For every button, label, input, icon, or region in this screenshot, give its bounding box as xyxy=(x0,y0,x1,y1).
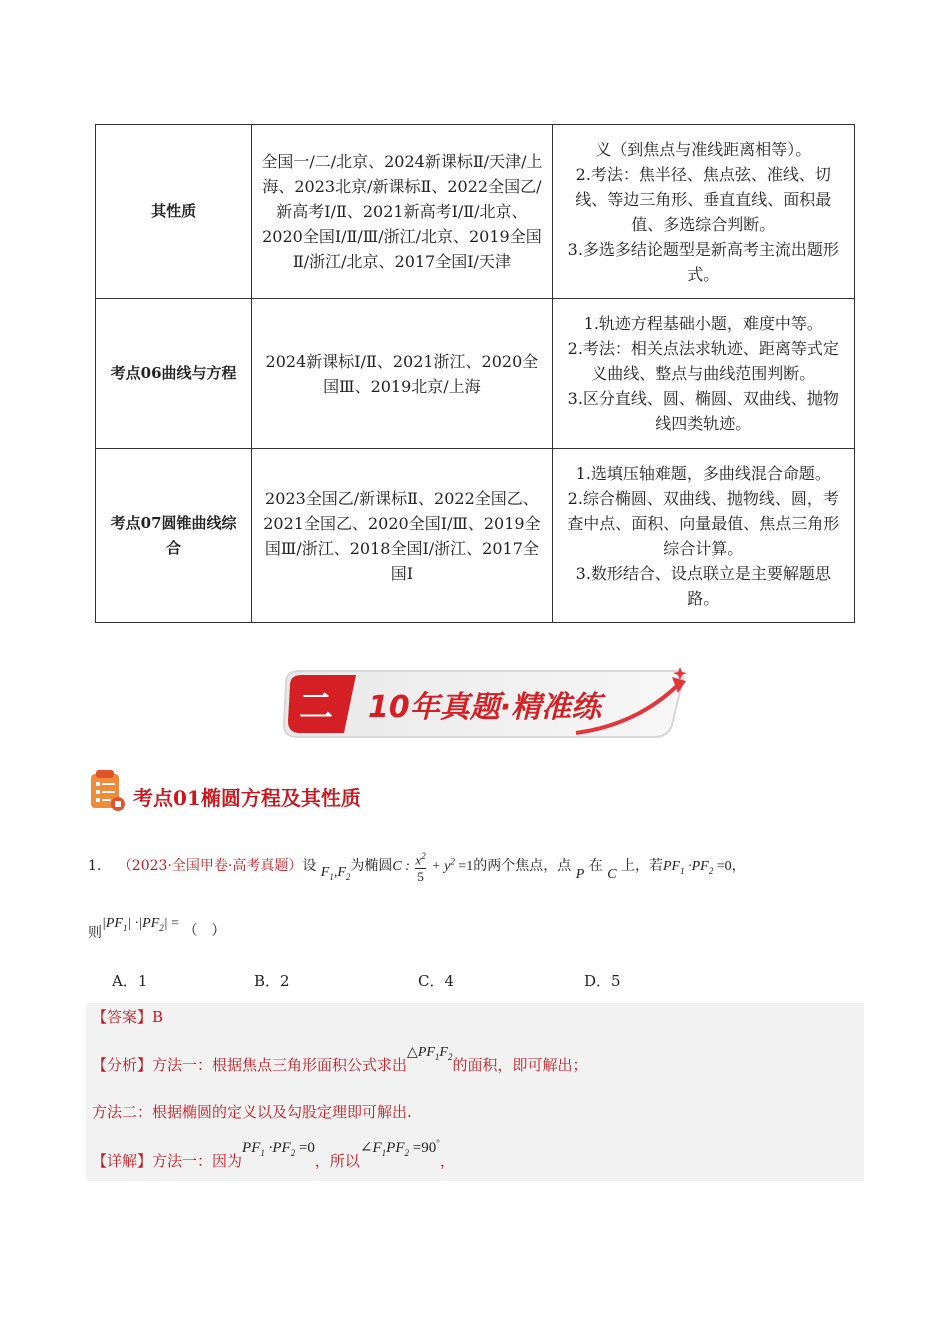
table-row xyxy=(96,299,855,449)
detail-label: 【详解】 xyxy=(92,1152,153,1170)
exam-topic-table xyxy=(95,124,855,623)
math-dot-product: $PF_1 \cdot PF_2 =0$ xyxy=(663,858,732,876)
answer-label: 【答案】 xyxy=(92,1008,153,1026)
topic-label: 考点07圆锥曲线综合 xyxy=(96,449,252,623)
topic-label: 考点06曲线与方程 xyxy=(96,299,252,449)
topic-notes: 1.选填压轴难题，多曲线混合命题。 2.综合椭圆、双曲线、抛物线、圆，考查中点、面积、向量最值、焦点三角形综合计算。 3.数形结合、设点联立是主要解题思路。 xyxy=(552,449,854,623)
topic-years: 2023全国乙/新课标Ⅱ、2022全国乙、2021全国乙、2020全国Ⅰ/Ⅲ、2019全国Ⅲ/浙江、2018全国Ⅰ/浙江、2017全国Ⅰ xyxy=(252,449,552,623)
answer-value: B xyxy=(152,1008,164,1026)
math-product-norms: $|PF_1| \cdot|PF_2|$ = xyxy=(102,916,180,933)
topic-notes: 义（到焦点与准线距离相等）。 2.考法：焦半径、焦点弦、准线、切线、等边三角形、垂直直线、面积最值、多选综合判断。 3.多选多结论题型是新高考主流出题形式。 xyxy=(552,125,854,299)
section-banner xyxy=(276,663,696,745)
math-curve-c: C xyxy=(607,866,617,882)
topic-years: 全国一/二/北京、2024新课标Ⅱ/天津/上海、2023北京/新课标Ⅱ、2022全国乙/新高考Ⅰ/Ⅱ、2021新高考Ⅰ/Ⅱ/北京、2020全国Ⅰ/Ⅱ/Ⅲ/浙江/北京、2019全国Ⅱ/浙江/北京、2017全国Ⅰ/天津 xyxy=(252,125,552,299)
analysis-method2: 方法二：根据椭圆的定义以及勾股定理即可解出. xyxy=(92,1103,412,1121)
math-dot-zero: $PF_1 \cdot PF_2 =0$ xyxy=(242,1140,315,1158)
topic-notes: 1.轨迹方程基础小题，难度中等。 2.考法：相关点法求轨迹、距离等式定义曲线、整点与曲线范围判断。 3.区分直线、圆、椭圆、双曲线、抛物线四类轨迹。 xyxy=(552,299,854,449)
answer-line xyxy=(92,1006,163,1027)
option-b[interactable]: B．2 xyxy=(254,972,290,990)
analysis-label: 【分析】 xyxy=(92,1056,153,1074)
question-number: 1. xyxy=(88,857,102,874)
table-row xyxy=(96,449,855,623)
math-angle: $\angle F_1PF_2 =90^\circ$ xyxy=(359,1138,440,1158)
topic-years: 2024新课标Ⅰ/Ⅱ、2021浙江、2020全国Ⅲ、2019北京/上海 xyxy=(252,299,552,449)
question-stem-line2: 则$|PF_1| \cdot|PF_2|$ = （ ） xyxy=(88,916,226,941)
question-stem: 1. （2023·全国甲卷·高考真题）设 $F_1,F_2$为椭圆C : $\frac{x^2}{5}$ + $y^2 =1$的两个焦点，点 P 在 C 上，若$PF_1 \cdot PF_2 =0$， xyxy=(88,848,858,885)
math-ellipse: C : $\frac{x^2}{5}$ + $y^2 =1$ xyxy=(392,859,473,874)
banner-number: 二 xyxy=(299,687,333,727)
option-d[interactable]: D．5 xyxy=(584,972,621,990)
math-triangle: $\triangle PF_1F_2$ xyxy=(407,1045,453,1062)
analysis-line: 【分析】方法一：根据焦点三角形面积公式求出$\triangle PF_1F_2$的面积，即可解出； xyxy=(92,1045,588,1074)
section-title: 考点01椭圆方程及其性质 xyxy=(133,786,361,810)
clipboard-icon xyxy=(88,768,126,812)
question-source: （2023·全国甲卷·高考真题） xyxy=(117,857,303,874)
math-foci: $F_1,F_2$ xyxy=(320,864,351,882)
option-c[interactable]: C．4 xyxy=(418,972,455,990)
banner-title: 10年真题·精准练 xyxy=(368,690,602,725)
math-point-p: P xyxy=(575,866,585,882)
banner-graphic xyxy=(276,663,696,745)
table-row xyxy=(96,125,855,299)
option-a[interactable]: A．1 xyxy=(112,972,148,990)
topic-label: 其性质 xyxy=(96,125,252,299)
detail-line: 【详解】方法一：因为$PF_1 \cdot PF_2 =0$，所以$\angle F_1PF_2 =90^\circ$， xyxy=(92,1138,455,1170)
